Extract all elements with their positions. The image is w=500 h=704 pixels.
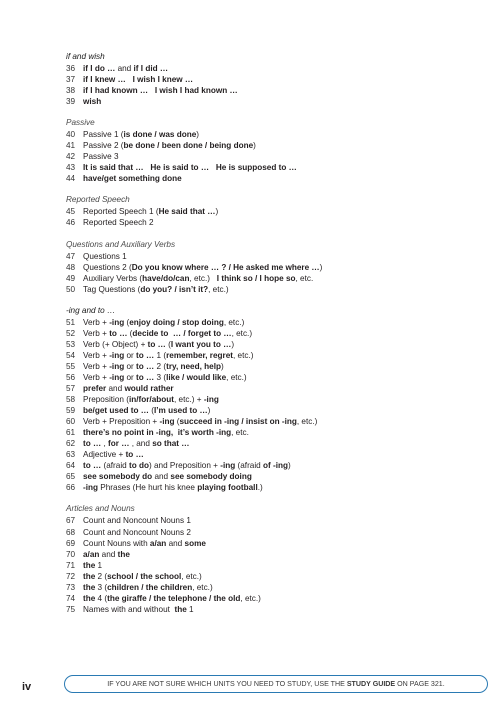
unit-title-part: 4 ( bbox=[95, 593, 108, 603]
unit-title-part: Auxiliary Verbs ( bbox=[83, 273, 143, 283]
unit-title-part: have/get something done bbox=[83, 174, 182, 184]
unit-title-part: is done / was done bbox=[123, 130, 197, 140]
unit-entry bbox=[66, 63, 486, 74]
unit-number: 68 bbox=[66, 527, 76, 537]
unit-title-part: to … bbox=[136, 350, 155, 360]
unit-title-part: 3 ( bbox=[154, 372, 167, 382]
unit-title bbox=[83, 583, 213, 592]
unit-title-part: see somebody doing bbox=[170, 472, 252, 482]
unit-title-part: Adjective + bbox=[83, 450, 126, 460]
unit-title bbox=[83, 97, 101, 106]
section bbox=[66, 305, 486, 494]
unit-title-part: children / the children bbox=[107, 582, 193, 592]
section-title-part: Questions and Auxiliary Verbs bbox=[66, 239, 176, 249]
unit-entry bbox=[66, 217, 486, 228]
unit-entry bbox=[66, 593, 486, 604]
unit-title-part: in/for/about bbox=[128, 395, 174, 405]
unit-title-part: Verb + bbox=[83, 328, 110, 338]
unit-title-part: and bbox=[106, 383, 125, 393]
unit-title-part: to … bbox=[125, 450, 144, 460]
unit-title-part: , etc. bbox=[231, 428, 249, 438]
unit-number: 47 bbox=[66, 251, 76, 261]
section-title-part: wish bbox=[88, 52, 105, 61]
unit-title-part: a/an bbox=[83, 549, 100, 559]
unit-title bbox=[83, 207, 218, 216]
unit-title-part: ) bbox=[207, 406, 211, 416]
unit-entry bbox=[66, 538, 486, 549]
unit-title-part: Verb (+ Object) + bbox=[83, 339, 148, 349]
unit-title-part: -ing bbox=[109, 372, 125, 382]
unit-number: 71 bbox=[66, 560, 76, 570]
unit-title bbox=[83, 428, 249, 437]
unit-title-part: 2 ( bbox=[95, 571, 108, 581]
unit-title-part: ( bbox=[124, 317, 130, 327]
unit-title-part: ( bbox=[165, 339, 171, 349]
unit-title-part: -ing bbox=[159, 417, 175, 427]
unit-title-part: or bbox=[124, 361, 137, 371]
unit-entry bbox=[66, 251, 486, 262]
unit-title-part: He said that … bbox=[158, 207, 216, 217]
unit-title-part: , etc.) bbox=[208, 284, 229, 294]
unit-entry bbox=[66, 284, 486, 295]
unit-number: 51 bbox=[66, 317, 76, 327]
unit-title-part: the bbox=[83, 560, 96, 570]
unit-title-part: -ing bbox=[109, 361, 125, 371]
section-title-part: Passive bbox=[66, 118, 95, 128]
study-guide-page-text: ON PAGE 321. bbox=[395, 680, 445, 688]
unit-title-part: succeed in -ing / insist on -ing bbox=[179, 417, 297, 427]
unit-entry bbox=[66, 482, 486, 493]
unit-title-part: some bbox=[184, 538, 206, 548]
unit-number: 73 bbox=[66, 582, 76, 592]
section-title-part: and bbox=[70, 52, 89, 61]
unit-title-part: Passive 1 ( bbox=[83, 130, 124, 140]
unit-title-part: 2 ( bbox=[154, 361, 167, 371]
unit-title-part: Tag Questions ( bbox=[83, 284, 141, 294]
unit-entry bbox=[66, 438, 486, 449]
unit-title-part: Count and Noncount Nouns 2 bbox=[83, 527, 191, 537]
section bbox=[66, 51, 486, 107]
unit-title-part: the bbox=[83, 582, 96, 592]
unit-title-part: ) bbox=[231, 339, 235, 349]
unit-number: 53 bbox=[66, 339, 76, 349]
unit-number: 48 bbox=[66, 262, 76, 272]
section-title bbox=[66, 503, 486, 515]
unit-title bbox=[83, 318, 244, 327]
unit-entry bbox=[66, 571, 486, 582]
unit-number: 41 bbox=[66, 141, 76, 151]
unit-title-part: Questions 1 bbox=[83, 251, 127, 261]
unit-number: 39 bbox=[66, 97, 76, 107]
unit-title-part: of -ing bbox=[263, 461, 289, 471]
unit-number: 36 bbox=[66, 64, 76, 73]
section-title bbox=[66, 194, 486, 206]
unit-title bbox=[83, 605, 194, 614]
unit-number: 58 bbox=[66, 395, 76, 405]
unit-title bbox=[83, 594, 261, 603]
unit-title-part: , etc. bbox=[295, 273, 314, 283]
unit-entry bbox=[66, 96, 486, 107]
unit-title-part: playing football bbox=[197, 483, 258, 493]
unit-entry bbox=[66, 317, 486, 328]
unit-title-part: Do you know where … ? / He asked me where … bbox=[131, 262, 320, 272]
unit-title-part: would rather bbox=[124, 383, 174, 393]
unit-title-part: the bbox=[117, 549, 130, 559]
unit-entry bbox=[66, 515, 486, 526]
section-title bbox=[66, 51, 486, 63]
unit-title-part: Verb + bbox=[83, 350, 110, 360]
unit-title-part: ) bbox=[319, 262, 323, 272]
unit-title-part: prefer bbox=[83, 383, 107, 393]
unit-title-part: to … bbox=[109, 328, 128, 338]
unit-title-part: the giraffe / the telephone / the old bbox=[107, 593, 241, 603]
unit-number: 37 bbox=[66, 75, 76, 85]
unit-entry bbox=[66, 527, 486, 538]
unit-title-part: , etc.) + bbox=[174, 395, 204, 405]
unit-title-part: ) and Preposition + bbox=[148, 461, 221, 471]
unit-number: 49 bbox=[66, 273, 76, 283]
unit-title-part: Count and Noncount Nouns 1 bbox=[83, 516, 191, 526]
unit-title bbox=[83, 516, 191, 525]
unit-title-part: -ing bbox=[109, 350, 125, 360]
unit-number: 70 bbox=[66, 549, 76, 559]
unit-title-part: if I knew … I wish I knew … bbox=[83, 75, 194, 85]
unit-title bbox=[83, 218, 154, 227]
unit-number: 45 bbox=[66, 207, 76, 217]
unit-title-part: ( bbox=[127, 328, 133, 338]
unit-entry bbox=[66, 604, 486, 615]
unit-title bbox=[83, 450, 144, 459]
unit-title-part: -ing bbox=[203, 395, 219, 405]
unit-title-part: wish bbox=[83, 97, 102, 107]
unit-title bbox=[83, 373, 247, 382]
section-title bbox=[66, 117, 486, 129]
unit-title-part: school / the school bbox=[107, 571, 182, 581]
unit-title-part: the bbox=[83, 571, 96, 581]
unit-title-part: ) bbox=[221, 361, 224, 371]
unit-entry bbox=[66, 383, 486, 394]
section-title-part: Reported Speech bbox=[66, 195, 130, 205]
unit-title-part: if I do … bbox=[83, 64, 116, 73]
unit-title bbox=[83, 152, 119, 161]
unit-title-part: 1 bbox=[95, 560, 103, 570]
section-title bbox=[66, 305, 486, 317]
section-title-part: -ing bbox=[66, 305, 80, 315]
unit-title-part: (afraid bbox=[235, 461, 263, 471]
unit-title-part: , etc.) bbox=[231, 328, 253, 338]
unit-number: 61 bbox=[66, 428, 76, 438]
unit-entry bbox=[66, 416, 486, 427]
unit-entry bbox=[66, 460, 486, 471]
unit-title-part: (afraid bbox=[101, 461, 129, 471]
unit-entry bbox=[66, 273, 486, 284]
section-title-part: and bbox=[79, 305, 98, 315]
unit-title-part: to … bbox=[83, 461, 102, 471]
unit-title bbox=[83, 329, 252, 338]
unit-title bbox=[83, 252, 127, 261]
unit-title-part: I’m used to … bbox=[153, 406, 208, 416]
unit-title-part: and bbox=[166, 538, 185, 548]
unit-title bbox=[83, 528, 191, 537]
unit-title-part: It is said that … He is said to … He is supposed to … bbox=[83, 163, 297, 173]
unit-title-part: , bbox=[101, 439, 109, 449]
unit-title bbox=[83, 483, 263, 492]
unit-title-part: or bbox=[124, 350, 137, 360]
unit-title-part: , etc.) bbox=[189, 273, 217, 283]
unit-title-part: , etc.) bbox=[223, 317, 245, 327]
unit-number: 43 bbox=[66, 163, 76, 173]
unit-number: 66 bbox=[66, 483, 76, 493]
unit-number: 67 bbox=[66, 516, 76, 526]
unit-entry bbox=[66, 394, 486, 405]
unit-title-part: Count Nouns with bbox=[83, 538, 150, 548]
unit-number: 55 bbox=[66, 361, 76, 371]
unit-number: 64 bbox=[66, 461, 76, 471]
unit-title-part: , etc.) bbox=[192, 582, 213, 592]
section-title-part: if bbox=[66, 52, 71, 61]
unit-title-part: 3 ( bbox=[95, 582, 108, 592]
unit-number: 60 bbox=[66, 417, 76, 427]
unit-title-part: to … bbox=[147, 339, 166, 349]
unit-title bbox=[83, 561, 102, 570]
unit-title-part: do you? / isn’t it? bbox=[140, 284, 209, 294]
study-guide-note bbox=[64, 675, 488, 693]
unit-number: 63 bbox=[66, 450, 76, 460]
unit-number: 56 bbox=[66, 372, 76, 382]
unit-title bbox=[83, 285, 229, 294]
unit-title-part: 1 bbox=[186, 604, 194, 614]
unit-entry bbox=[66, 85, 486, 96]
unit-title-part: a/an bbox=[149, 538, 167, 548]
unit-title bbox=[83, 417, 317, 426]
unit-title-part: remember, regret bbox=[166, 350, 233, 360]
unit-title-part: Names with and without bbox=[83, 604, 175, 614]
unit-title-part: or bbox=[124, 372, 137, 382]
unit-title-part: Passive 3 bbox=[83, 152, 119, 162]
unit-title-part: Questions 2 ( bbox=[83, 262, 132, 272]
unit-title-part: so that … bbox=[152, 439, 190, 449]
unit-number: 38 bbox=[66, 86, 76, 96]
unit-title-part: be/get used to … bbox=[83, 406, 149, 416]
unit-title-part: ( bbox=[174, 417, 180, 427]
section bbox=[66, 117, 486, 184]
section bbox=[66, 194, 486, 228]
study-guide-note-text: IF YOU ARE NOT SURE WHICH UNITS YOU NEED TO STUDY, USE THE bbox=[107, 680, 347, 688]
unit-title bbox=[83, 550, 130, 559]
unit-title bbox=[83, 75, 193, 84]
unit-title-part: if I had known … I wish I had known … bbox=[83, 86, 238, 96]
unit-title bbox=[83, 130, 199, 139]
page-number: iv bbox=[22, 681, 32, 693]
section bbox=[66, 239, 486, 295]
unit-number: 46 bbox=[66, 218, 76, 228]
unit-title-part: -ing bbox=[220, 461, 236, 471]
unit-title-part: the bbox=[83, 593, 96, 603]
unit-title-part: like / would like bbox=[166, 372, 227, 382]
unit-title-part: , etc.) bbox=[233, 350, 254, 360]
unit-title-part: ) bbox=[196, 130, 200, 140]
unit-title-part: ) bbox=[215, 207, 219, 217]
unit-entry bbox=[66, 350, 486, 361]
unit-title bbox=[83, 340, 234, 349]
unit-entry bbox=[66, 560, 486, 571]
unit-title bbox=[83, 263, 322, 272]
unit-title-part: ) bbox=[288, 461, 291, 471]
unit-title-part: and bbox=[99, 549, 118, 559]
section-title-part: Articles and Nouns bbox=[66, 504, 135, 514]
unit-number: 40 bbox=[66, 130, 76, 140]
unit-title-part: -ing bbox=[83, 483, 99, 493]
unit-entry bbox=[66, 339, 486, 350]
unit-number: 44 bbox=[66, 174, 76, 184]
unit-number: 74 bbox=[66, 593, 76, 603]
unit-title-part: Verb + Preposition + bbox=[83, 417, 160, 427]
unit-title-part: 1 ( bbox=[154, 350, 167, 360]
unit-entry bbox=[66, 162, 486, 173]
unit-title bbox=[83, 163, 297, 172]
unit-title bbox=[83, 395, 219, 404]
unit-title-part: Passive 2 ( bbox=[83, 141, 124, 151]
unit-title-part: , etc.) bbox=[296, 417, 318, 427]
unit-title-part: Verb + bbox=[83, 372, 110, 382]
unit-entry bbox=[66, 140, 486, 151]
unit-number: 75 bbox=[66, 604, 76, 614]
unit-title-part: have/do/can bbox=[142, 273, 190, 283]
unit-title-part: -ing bbox=[109, 317, 125, 327]
unit-number: 50 bbox=[66, 284, 76, 294]
unit-entry bbox=[66, 471, 486, 482]
unit-title-part: to do bbox=[128, 461, 149, 471]
unit-title bbox=[83, 539, 206, 548]
unit-entry bbox=[66, 173, 486, 184]
unit-title-part: , etc.) bbox=[226, 372, 247, 382]
unit-title-part: ( bbox=[148, 406, 154, 416]
unit-title-part: , and bbox=[129, 439, 153, 449]
contents-list bbox=[66, 51, 486, 625]
unit-title-part: be done / been done / being done bbox=[123, 141, 254, 151]
unit-title-part: if I did … bbox=[133, 64, 169, 73]
unit-title-part: the bbox=[174, 604, 187, 614]
unit-title bbox=[83, 406, 210, 415]
unit-title bbox=[83, 86, 238, 95]
unit-number: 54 bbox=[66, 350, 76, 360]
unit-title-part: and bbox=[115, 64, 134, 73]
unit-entry bbox=[66, 549, 486, 560]
unit-title-part: Phrases (He hurt his knee bbox=[98, 483, 198, 493]
unit-entry bbox=[66, 74, 486, 85]
unit-title-part: enjoy doing / stop doing bbox=[129, 317, 224, 327]
unit-entry bbox=[66, 372, 486, 383]
unit-title bbox=[83, 351, 253, 360]
unit-title-part: for … bbox=[108, 439, 130, 449]
unit-entry bbox=[66, 405, 486, 416]
section-title bbox=[66, 239, 486, 251]
unit-entry bbox=[66, 361, 486, 372]
unit-title-part: I think so / I hope so bbox=[216, 273, 296, 283]
unit-number: 52 bbox=[66, 328, 76, 338]
unit-title-part: Preposition ( bbox=[83, 395, 129, 405]
unit-entry bbox=[66, 427, 486, 438]
unit-title-part: Verb + bbox=[83, 361, 110, 371]
unit-title-part: and bbox=[152, 472, 171, 482]
unit-number: 69 bbox=[66, 538, 76, 548]
section bbox=[66, 503, 486, 614]
unit-title bbox=[83, 64, 168, 73]
unit-number: 62 bbox=[66, 439, 76, 449]
unit-number: 42 bbox=[66, 152, 76, 162]
unit-number: 57 bbox=[66, 383, 76, 393]
unit-title bbox=[83, 141, 256, 150]
unit-title-part: ) bbox=[253, 141, 256, 151]
unit-title-part: try, need, help bbox=[166, 361, 221, 371]
unit-entry bbox=[66, 262, 486, 273]
unit-title-part: Reported Speech 1 ( bbox=[83, 207, 159, 217]
unit-title-part: to … bbox=[136, 361, 155, 371]
unit-entry bbox=[66, 449, 486, 460]
unit-entry bbox=[66, 151, 486, 162]
unit-title-part: , etc.) bbox=[240, 593, 261, 603]
study-guide-link-text: STUDY GUIDE bbox=[346, 680, 396, 688]
section-title-part: to … bbox=[97, 305, 116, 315]
unit-title bbox=[83, 274, 313, 283]
unit-title bbox=[83, 174, 182, 183]
unit-entry bbox=[66, 328, 486, 339]
unit-title bbox=[83, 461, 291, 470]
unit-title-part: , etc.) bbox=[181, 571, 202, 581]
unit-title-part: I want you to … bbox=[170, 339, 232, 349]
unit-number: 65 bbox=[66, 472, 76, 482]
unit-number: 59 bbox=[66, 406, 76, 416]
unit-title bbox=[83, 439, 190, 448]
unit-title-part: .) bbox=[257, 483, 263, 493]
unit-title bbox=[83, 384, 174, 393]
unit-number: 72 bbox=[66, 571, 76, 581]
unit-entry bbox=[66, 582, 486, 593]
unit-title bbox=[83, 472, 252, 481]
unit-title-part: Reported Speech 2 bbox=[83, 218, 154, 228]
unit-title-part: Verb + bbox=[83, 317, 110, 327]
unit-title bbox=[83, 572, 202, 581]
unit-title-part: decide to … / forget to … bbox=[132, 328, 232, 338]
unit-title-part: see somebody do bbox=[83, 472, 153, 482]
unit-title bbox=[83, 362, 224, 371]
unit-entry bbox=[66, 206, 486, 217]
unit-title-part: to … bbox=[136, 372, 155, 382]
unit-title-part: to … bbox=[83, 439, 102, 449]
unit-title-part: there’s no point in -ing, it’s worth -ing bbox=[83, 428, 232, 438]
unit-entry bbox=[66, 129, 486, 140]
